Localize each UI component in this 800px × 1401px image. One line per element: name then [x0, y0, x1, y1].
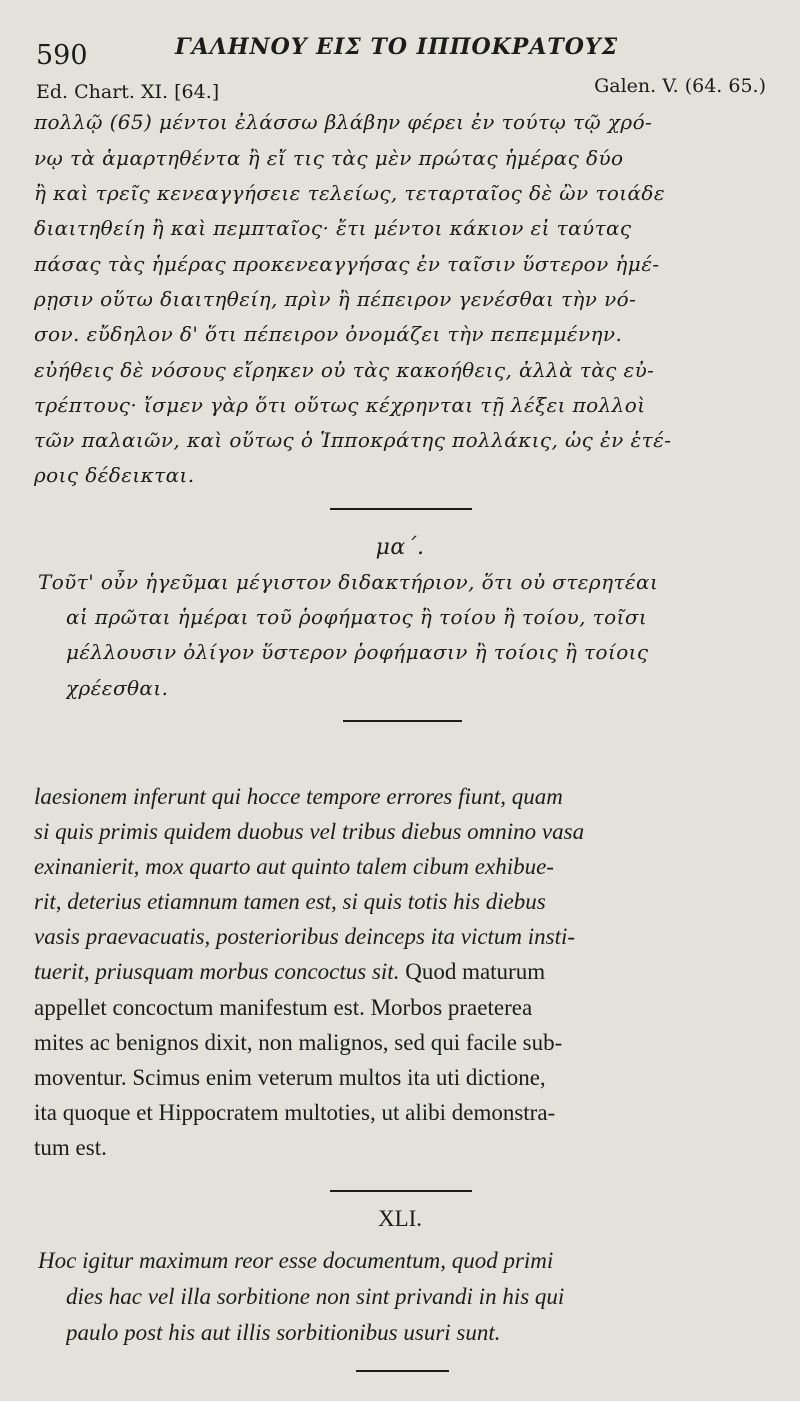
latin-text-line: rit, deterius etiamnum tamen est, si quis totis his diebus — [34, 889, 546, 914]
greek-section-number: μα΄. — [375, 535, 425, 560]
running-title: ΓΑΛΗΝΟΥ ΕΙΣ ΤΟ ΙΠΠΟΚΡΑΤΟΥΣ — [175, 34, 619, 60]
latin-text-line: exinanierit, mox quarto aut quinto talem cibum exhibue- — [34, 854, 554, 879]
greek-text-line: διαιτηθείη ἢ καὶ πεμπταῖος· ἔτι μέντοι κάκιον εἰ ταύτας — [34, 216, 632, 240]
latin-italic-segment: tuerit, priusquam morbus concoctus sit. — [34, 959, 400, 984]
greek-text-line: ροις δέδεικται. — [34, 463, 195, 487]
section-divider — [343, 720, 462, 722]
page-number: 590 — [36, 40, 88, 71]
latin-text-line: vasis praevacuatis, posterioribus deinceps ita victum insti- — [34, 924, 576, 949]
section-divider — [330, 508, 472, 510]
latin-text-line: paulo post his aut illis sorbitionibus usuri sunt. — [66, 1320, 501, 1345]
latin-text-line: tum est. — [34, 1135, 107, 1160]
section-divider — [330, 1190, 472, 1192]
greek-text-line: εὐήθεις δὲ νόσους εἴρηκεν οὐ τὰς κακοήθεις, ἀλλὰ τὰς εὐ- — [34, 358, 655, 382]
greek-text-line: ἢ καὶ τρεῖς κενεαγγήσειε τελείως, τεταρταῖος δὲ ὢν τοιάδε — [34, 181, 665, 205]
greek-text-line: σον. εὔδηλον δ' ὅτι πέπειρον ὀνομάζει τὴν πεπεμμένην. — [34, 322, 623, 346]
greek-text-line: πάσας τὰς ἡμέρας προκενεαγγήσας ἐν ταῖσιν ὕστερον ἡμέ- — [34, 252, 660, 276]
greek-text-line: Τοῦτ' οὖν ἡγεῦμαι μέγιστον διδακτήριον, ὅτι οὐ στερητέαι — [38, 570, 659, 594]
latin-section-number: XLI. — [377, 1206, 423, 1231]
latin-text-line: mites ac benignos dixit, non malignos, sed qui facile sub- — [34, 1030, 563, 1055]
greek-text-line: τρέπτους· ἴσμεν γὰρ ὅτι οὕτως κέχρηνται τῇ λέξει πολλοὶ — [34, 393, 646, 417]
latin-text-line: ita quoque et Hippocratem multoties, ut alibi demonstra- — [34, 1100, 556, 1125]
latin-text-line: Hoc igitur maximum reor esse documentum, quod primi — [38, 1248, 554, 1273]
edition-reference-right: Galen. V. (64. 65.) — [594, 75, 766, 97]
latin-text-line — [34, 959, 766, 985]
greek-text-line: χρέεσθαι. — [66, 676, 169, 700]
latin-text-line: dies hac vel illa sorbitione non sint privandi in his qui — [66, 1284, 565, 1309]
greek-text-line: πολλῷ (65) μέντοι ἐλάσσω βλάβην φέρει ἐν τούτῳ τῷ χρό- — [34, 110, 653, 134]
greek-text-line: ρῃσιν οὕτω διαιτηθείη, πρὶν ἢ πέπειρον γενέσθαι τὴν νό- — [34, 287, 637, 311]
section-divider — [356, 1370, 449, 1372]
latin-roman-segment: Quod maturum — [405, 959, 546, 984]
edition-reference-left: Ed. Chart. XI. [64.] — [36, 81, 220, 103]
latin-text-line: si quis primis quidem duobus vel tribus diebus omnino vasa — [34, 819, 585, 844]
latin-text-line: appellet concoctum manifestum est. Morbos praeterea — [34, 995, 533, 1020]
latin-text-line: moventur. Scimus enim veterum multos ita uti dictione, — [34, 1065, 546, 1090]
greek-text-line: νῳ τὰ ἁμαρτηθέντα ἢ εἴ τις τὰς μὲν πρώτας ἡμέρας δύο — [34, 146, 624, 170]
greek-text-line: μέλλουσιν ὀλίγον ὕστερον ῥοφήμασιν ἢ τοίοις ἢ τοίοις — [66, 640, 649, 664]
greek-text-line: αἱ πρῶται ἡμέραι τοῦ ῥοφήματος ἢ τοίου ἢ τοίου, τοῖσι — [66, 605, 648, 629]
latin-text-line: laesionem inferunt qui hocce tempore errores fiunt, quam — [34, 784, 563, 809]
greek-text-line: τῶν παλαιῶν, καὶ οὕτως ὁ Ἱπποκράτης πολλάκις, ὡς ἐν ἑτέ- — [34, 428, 672, 452]
